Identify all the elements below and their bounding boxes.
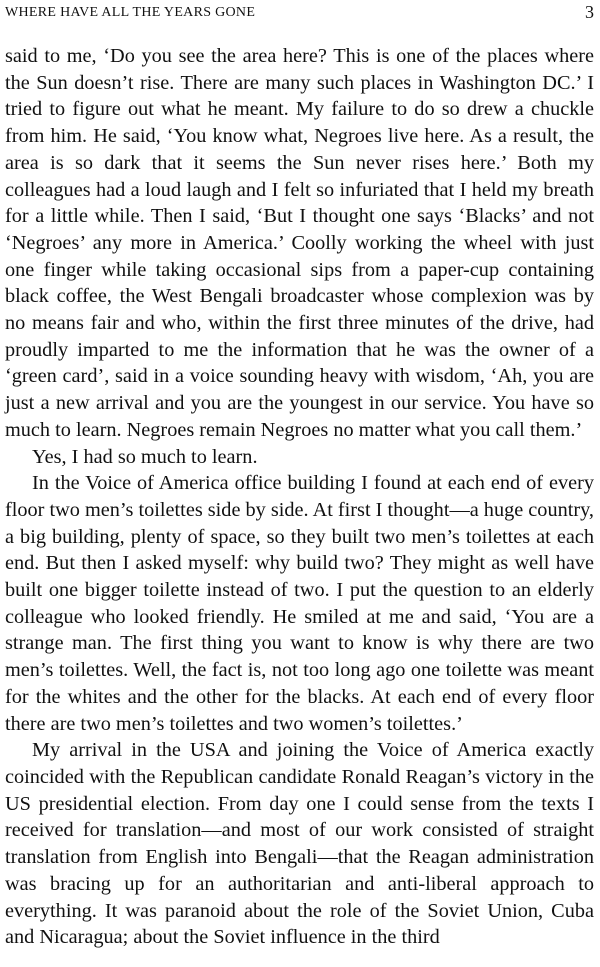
body-text [5,43,594,951]
page-number: 3 [585,2,594,22]
running-head [5,2,594,22]
paragraph: My arrival in the USA and joining the Voice of America exactly coincided with the Republican candidate Ronald Reagan’s victory in the US presidential election. From day one I could sense from the texts I received for translation—and most of our work consisted of straight translation from English into Bengali—that the Reagan administration was bracing up for an authoritarian and anti-liberal approach to everything. It was paranoid about the role of the Soviet Union, Cuba and Nicaragua; about the Soviet influence in the third [5,739,594,949]
paragraph: In the Voice of America office building I found at each end of every floor two men’s toilettes side by side. At first I thought—a huge country, a big building, plenty of space, so they built two men’s toilettes at each end. But then I asked myself: why build two? They might as well have built one bigger toilette instead of two. I put the question to an elderly colleague who looked friendly. He smiled at me and said, ‘You are a strange man. The first thing you want to know is why there are two men’s toilettes. Well, the fact is, not too long ago one toilette was meant for the whites and the other for the blacks. At each end of every floor there are two men’s toilettes and two women’s toilettes.’ [5,472,595,735]
paragraph-continued: said to me, ‘Do you see the area here? This is one of the places where the Sun doesn’t rise. There are many such places in Washington DC.’ I tried to figure out what he meant. My failure to do so drew a chuckle from him. He said, ‘You know what, Negroes live here. As a result, the area is so dark that it seems the Sun never rises here.’ Both my colleagues had a loud laugh and I felt so infuriated that I held my breath for a little while. Then I said, ‘But I thought one says ‘Blacks’ and not ‘Negroes’ any more in America.’ Coolly working the wheel with just one finger while taking occasional sips from a paper-cup containing black coffee, the West Bengali broadcaster whose complexion was by no means fair and who, within the first three minutes of the drive, had proudly imparted to me the information that he was the owner of a ‘green card’, said in a voice sounding heavy with wisdom, ‘Ah, you are just a new arrival and you are the youngest in our service. You have so much to learn. Negroes remain Negroes no matter what you call them.’ [5,45,594,441]
paragraph: Yes, I had so much to learn. [32,445,258,468]
running-title: WHERE HAVE ALL THE YEARS GONE [5,5,256,20]
